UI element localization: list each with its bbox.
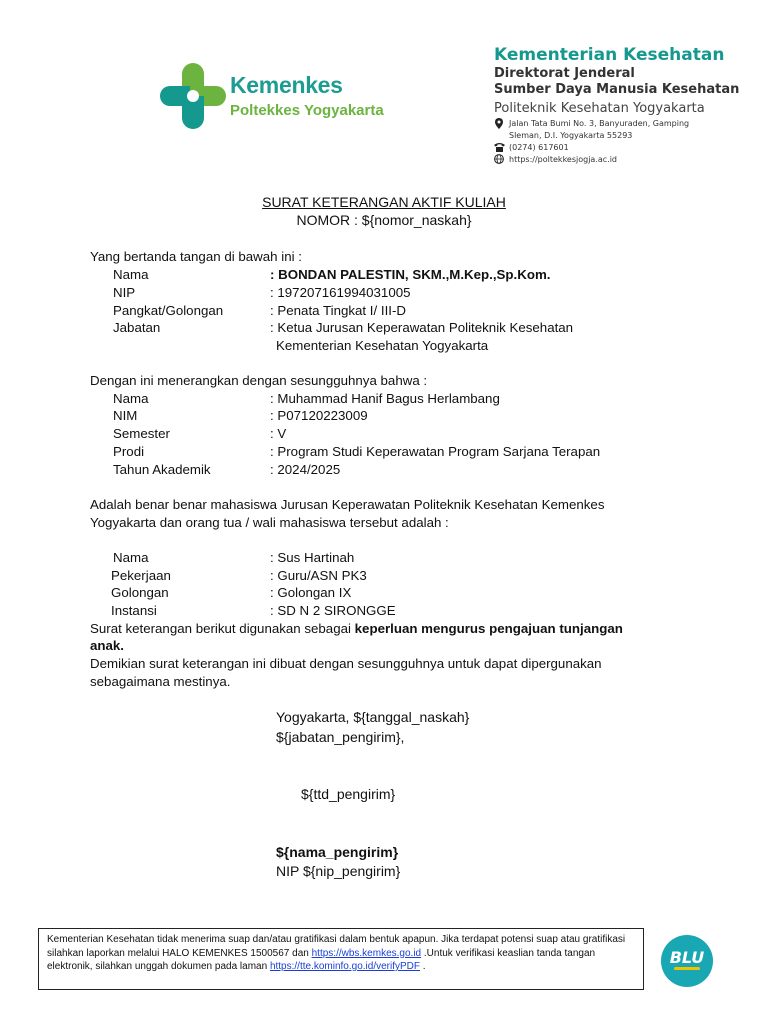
signer-value-jabatan: : Ketua Jurusan Keperawatan Politeknik Kesehatan [270, 320, 574, 335]
address-line2: Sleman, D.I. Yogyakarta 55293 [509, 131, 633, 140]
purpose-line1 [90, 620, 623, 638]
signer-intro: Yang bertanda tangan di bawah ini : [90, 249, 302, 264]
signature-place-date: Yogyakarta, ${tanggal_naskah} [276, 709, 470, 725]
parent-value-nama: : Sus Hartinah [270, 550, 355, 565]
blu-badge-text: BLU [669, 948, 705, 967]
signature-position: ${jabatan_pengirim}, [276, 729, 405, 745]
parent-label-pekerjaan: Pekerjaan [111, 568, 171, 583]
purpose-bold-1: keperluan mengurus pengajuan tunjangan [354, 621, 623, 636]
kemenkes-logo-icon [158, 60, 228, 132]
parent-value-instansi: : SD N 2 SIRONGGE [270, 603, 396, 618]
phone-icon [494, 142, 506, 154]
student-label-nim: NIM [113, 408, 138, 423]
directorate-line1: Direktorat Jenderal [494, 66, 635, 81]
parent-label-instansi: Instansi [111, 603, 157, 618]
student-intro: Dengan ini menerangkan dengan sesungguhnya bahwa : [90, 373, 428, 388]
phone-number: (0274) 617601 [509, 143, 569, 152]
parent-label-golongan: Golongan [111, 585, 169, 600]
letter-title: SURAT KETERANGAN AKTIF KULIAH [262, 194, 506, 210]
signer-label-jabatan: Jabatan [113, 320, 161, 335]
institution-block [494, 44, 754, 166]
globe-icon [494, 154, 506, 166]
footer-text-2: .Untuk verifikasi keaslian tanda tangan elektronik, silahkan unggah dokumen pada laman [47, 947, 596, 972]
location-pin-icon [494, 118, 506, 130]
directorate-line2: Sumber Daya Manusia Kesehatan [494, 82, 740, 97]
statement-line2: Yogyakarta dan orang tua / wali mahasiswa tersebut adalah : [90, 515, 449, 530]
signer-label-pangkat: Pangkat/Golongan [113, 303, 224, 318]
parent-label-nama: Nama [113, 550, 149, 565]
letter-number: NOMOR : ${nomor_naskah} [296, 212, 472, 228]
statement-line1: Adalah benar benar mahasiswa Jurusan Keperawatan Politeknik Kesehatan Kemenkes [90, 497, 605, 512]
student-value-nama: : Muhammad Hanif Bagus Herlambang [270, 391, 500, 406]
signature-nip: NIP ${nip_pengirim} [276, 863, 401, 879]
website-url[interactable]: https://poltekkesjogja.ac.id [509, 155, 618, 164]
wbs-link[interactable]: https://wbs.kemkes.go.id [311, 947, 422, 959]
signer-value-pangkat: : Penata Tingkat I/ III-D [270, 303, 406, 318]
website-row [494, 154, 754, 166]
closing-line2: sebagaimana mestinya. [90, 674, 231, 689]
signer-value-nama: : BONDAN PALESTIN, SKM.,M.Kep.,Sp.Kom. [270, 267, 551, 282]
student-value-prodi: : Program Studi Keperawatan Program Sarjana Terapan [270, 444, 601, 459]
purpose-bold-2: anak. [90, 638, 125, 653]
signature-name: ${nama_pengirim} [276, 844, 399, 860]
signer-label-nama: Nama [113, 267, 149, 282]
address-row [494, 118, 754, 130]
logo-title: Kemenkes [230, 72, 343, 98]
signer-label-nip: NIP [113, 285, 136, 300]
footer-disclaimer [38, 928, 644, 990]
parent-value-golongan: : Golongan IX [270, 585, 352, 600]
student-label-nama: Nama [113, 391, 149, 406]
signature-ttd: ${ttd_pengirim} [301, 786, 396, 802]
blu-badge-icon [660, 934, 714, 988]
logo-subtitle: Poltekkes Yogyakarta [230, 102, 384, 119]
student-label-semester: Semester [113, 426, 170, 441]
phone-row [494, 142, 754, 154]
signer-value-jabatan-cont: Kementerian Kesehatan Yogyakarta [276, 338, 489, 353]
footer-text-1: Kementerian Kesehatan tidak menerima suap dan/atau gratifikasi dalam bentuk apapun. Jika terdapat potensi suap atau gratifikasi silahkan laporkan melalui HALO KEMENKES 1500567 dan [47, 934, 626, 959]
closing-line1: Demikian surat keterangan ini dibuat dengan sesungguhnya untuk dapat dipergunakan [90, 656, 602, 671]
address-line1: Jalan Tata Bumi No. 3, Banyuraden, Gamping [509, 119, 690, 128]
parent-value-pekerjaan: : Guru/ASN PK3 [270, 568, 367, 583]
purpose-prefix: Surat keterangan berikut digunakan sebagai [90, 621, 355, 636]
student-label-tahun: Tahun Akademik [113, 462, 211, 477]
institution-name: Politeknik Kesehatan Yogyakarta [494, 101, 705, 116]
student-label-prodi: Prodi [113, 444, 145, 459]
tte-verify-link[interactable]: https://tte.kominfo.go.id/verifyPDF [269, 961, 420, 972]
student-value-tahun: : 2024/2025 [270, 462, 341, 477]
student-value-nim: : P07120223009 [270, 408, 368, 423]
footer-text-3: . [420, 961, 426, 972]
ministry-name: Kementerian Kesehatan [494, 45, 725, 65]
student-value-semester: : V [270, 426, 287, 441]
signer-value-nip: : 197207161994031005 [270, 285, 411, 300]
